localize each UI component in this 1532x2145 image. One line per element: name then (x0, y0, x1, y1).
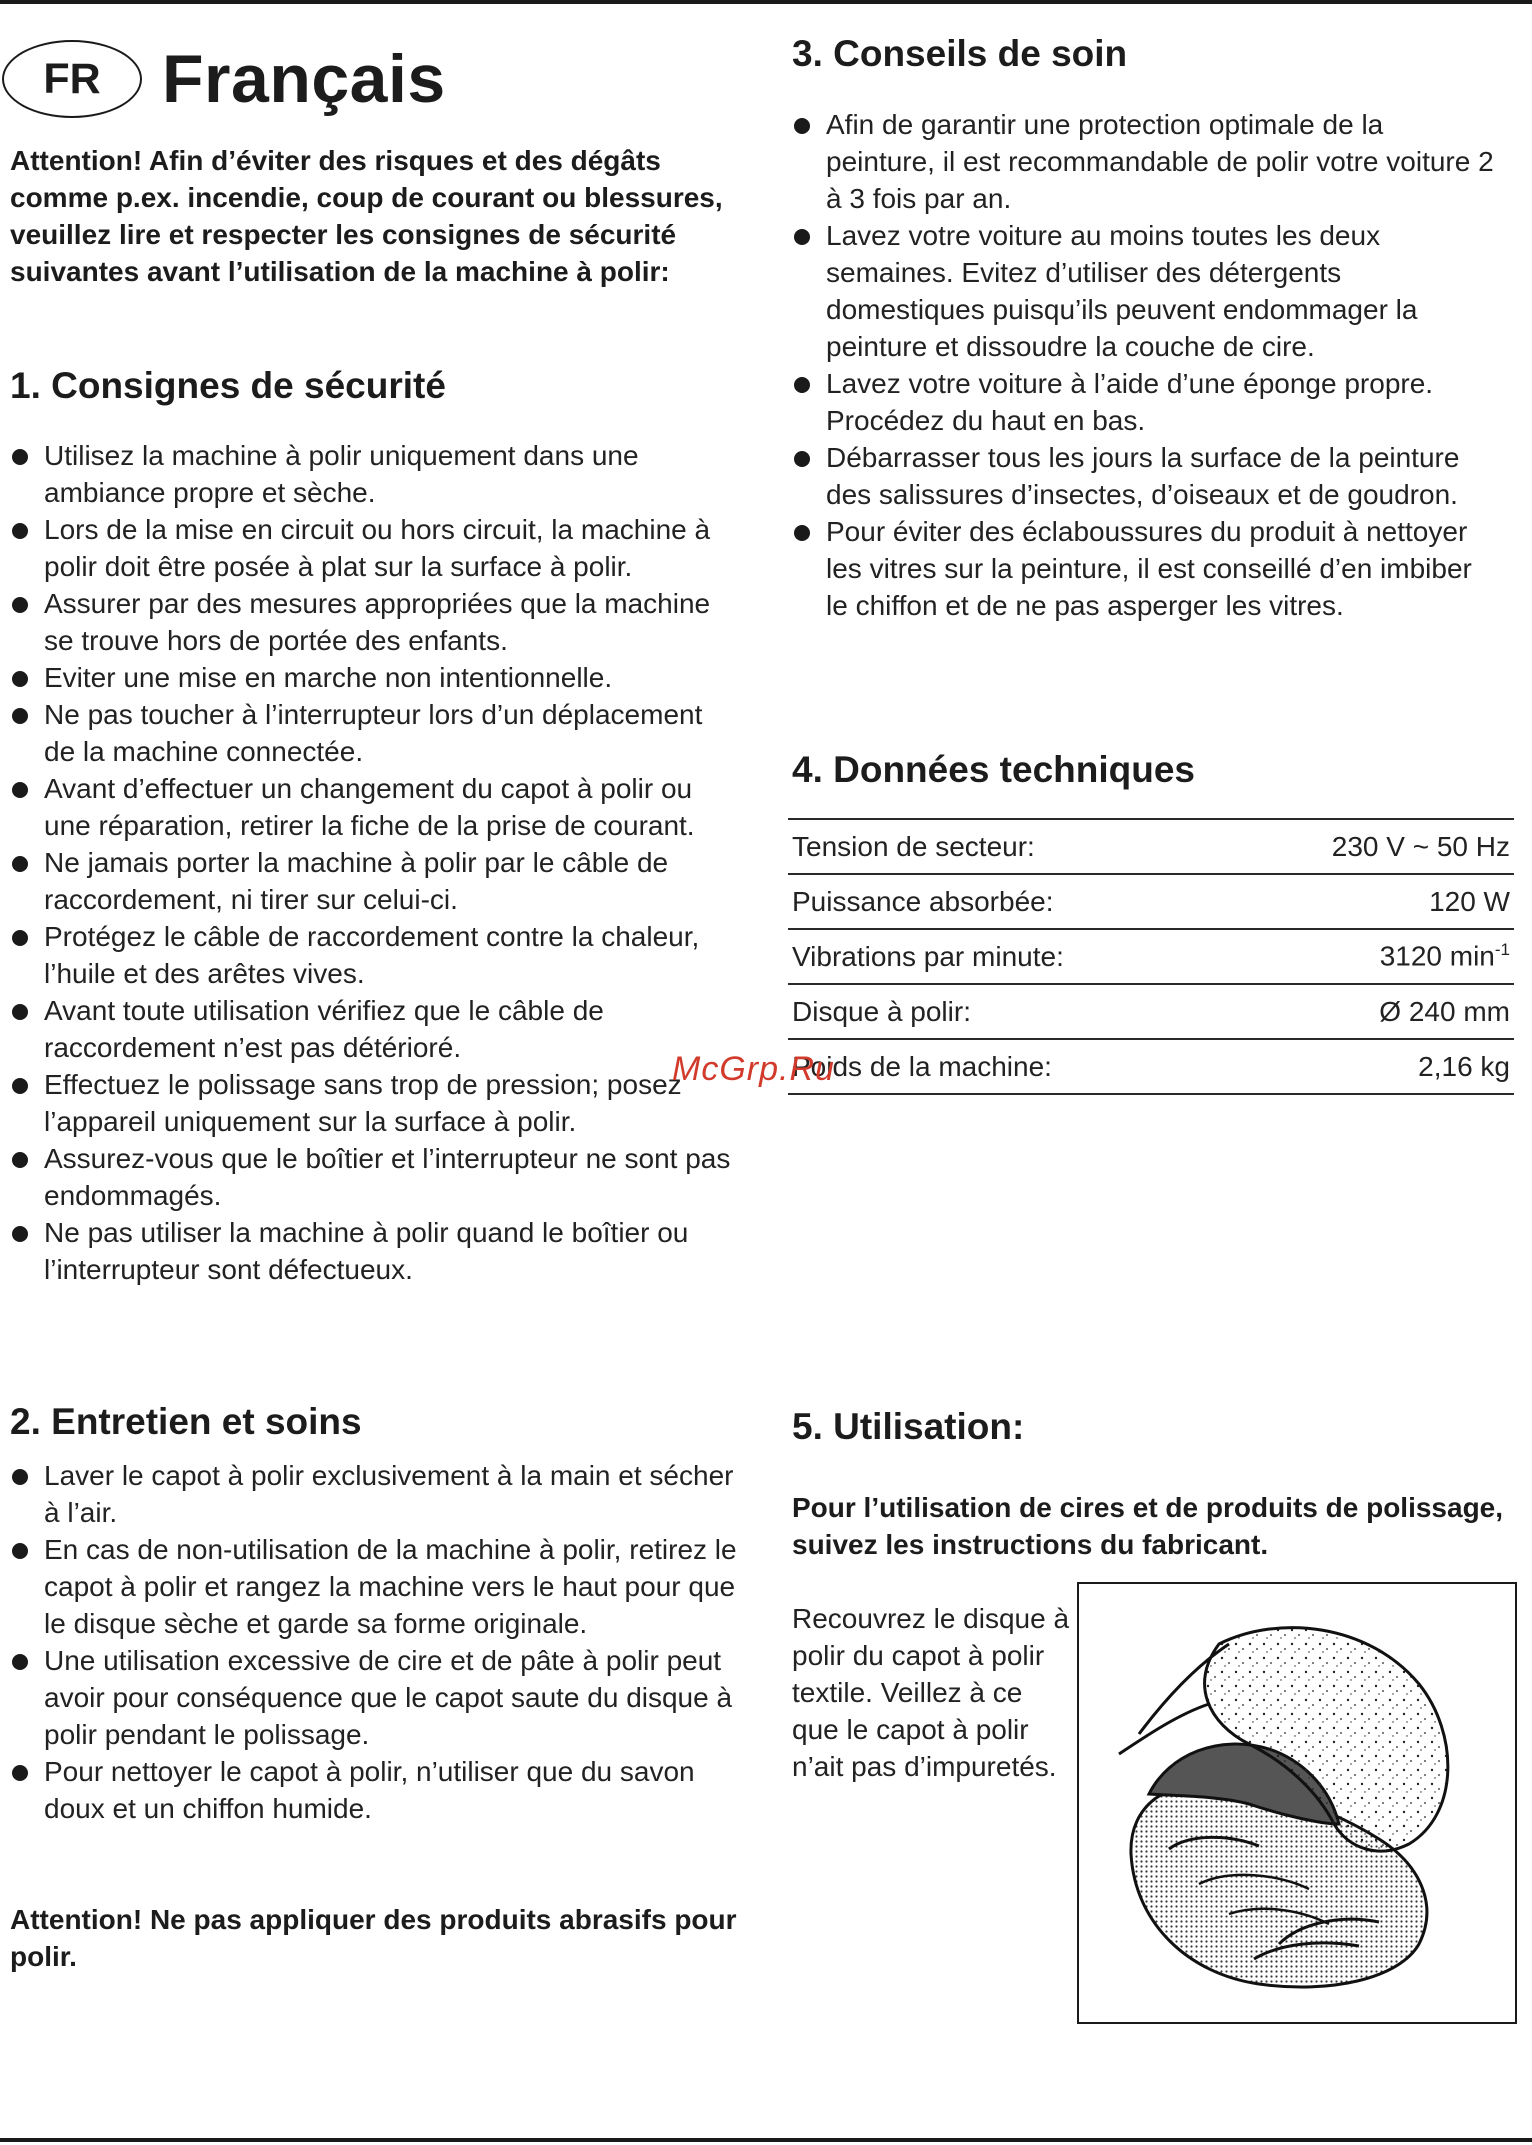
list-item: Pour éviter des éclaboussures du produit à nettoyer les vitres sur la peinture, il est conseillé d’en imbiber le chiffon et de ne pas asperger les vitres. (792, 513, 1498, 624)
list-item: En cas de non-utilisation de la machine à polir, retirez le capot à polir et rangez la machine vers le haut pour que le disque sèche et garde sa forme originale. (10, 1531, 738, 1642)
list-item: Afin de garantir une protection optimale de la peinture, il est recommandable de polir votre voiture 2 à 3 fois par an. (792, 106, 1498, 217)
table-row (788, 819, 1514, 874)
section1-heading: 1. Consignes de sécurité (10, 365, 446, 406)
usage-instructions: Recouvrez le disque à polir du capot à polir textile. Veillez à ce que le capot à polir n’ait pas d’impuretés. (792, 1603, 1070, 1782)
table-row (788, 984, 1514, 1039)
section2-list (10, 1457, 738, 1827)
list-item: Pour nettoyer le capot à polir, n’utiliser que du savon doux et un chiffon humide. (10, 1753, 738, 1827)
section4-heading: 4. Données techniques (792, 749, 1195, 790)
spec-value: 120 W (1224, 874, 1514, 929)
section5-heading: 5. Utilisation: (792, 1406, 1025, 1447)
specs-table (788, 818, 1514, 1095)
spec-value: 2,16 kg (1224, 1039, 1514, 1094)
spec-label: Disque à polir: (788, 984, 1224, 1039)
spec-unit-exponent: -1 (1494, 940, 1510, 960)
top-rule (0, 0, 1532, 4)
polisher-illustration (1077, 1582, 1517, 2024)
polisher-hand-icon (1079, 1584, 1515, 2022)
list-item: Effectuez le polissage sans trop de pression; posez l’appareil uniquement sur la surface à polir. (10, 1066, 738, 1140)
section2-warning: Attention! Ne pas appliquer des produits abrasifs pour polir. (10, 1904, 737, 1972)
list-item: Ne jamais porter la machine à polir par le câble de raccordement, ni tirer sur celui-ci. (10, 844, 738, 918)
list-item: Laver le capot à polir exclusivement à la main et sécher à l’air. (10, 1457, 738, 1531)
spec-value-cell (1224, 929, 1514, 984)
list-item: Lors de la mise en circuit ou hors circuit, la machine à polir doit être posée à plat sur la surface à polir. (10, 511, 738, 585)
section3-heading: 3. Conseils de soin (792, 33, 1128, 74)
table-row (788, 874, 1514, 929)
list-item: Ne pas utiliser la machine à polir quand le boîtier ou l’interrupteur sont défectueux. (10, 1214, 738, 1288)
table-row (788, 1039, 1514, 1094)
section5-intro: Pour l’utilisation de cires et de produits de polissage, suivez les instructions du fabricant. (792, 1492, 1504, 1560)
spec-label: Vibrations par minute: (788, 929, 1224, 984)
spec-label: Puissance absorbée: (788, 874, 1224, 929)
bottom-rule (0, 2138, 1532, 2142)
language-header (10, 40, 446, 118)
list-item: Utilisez la machine à polir uniquement dans une ambiance propre et sèche. (10, 437, 738, 511)
spec-value: Ø 240 mm (1224, 984, 1514, 1039)
list-item: Assurez-vous que le boîtier et l’interrupteur ne sont pas endommagés. (10, 1140, 738, 1214)
section2-heading: 2. Entretien et soins (10, 1401, 362, 1442)
list-item: Avant d’effectuer un changement du capot à polir ou une réparation, retirer la fiche de la prise de courant. (10, 770, 738, 844)
table-row (788, 929, 1514, 984)
language-badge: FR (2, 40, 142, 118)
watermark: McGrp.Ru (672, 1050, 835, 1088)
spec-label: Tension de secteur: (788, 819, 1224, 874)
list-item: Eviter une mise en marche non intentionnelle. (10, 659, 738, 696)
spec-label: Poids de la machine: (788, 1039, 1224, 1094)
list-item: Lavez votre voiture au moins toutes les deux semaines. Evitez d’utiliser des détergents domestiques puisqu’ils peuvent endommager la peinture et dissoudre la couche de cire. (792, 217, 1498, 365)
list-item: Assurer par des mesures appropriées que la machine se trouve hors de portée des enfants. (10, 585, 738, 659)
spec-value: 3120 min (1379, 940, 1495, 972)
section3-list (792, 106, 1498, 624)
list-item: Débarrasser tous les jours la surface de la peinture des salissures d’insectes, d’oiseaux et de goudron. (792, 439, 1498, 513)
page-title: Français (162, 41, 446, 117)
section1-list (10, 437, 738, 1288)
list-item: Lavez votre voiture à l’aide d’une éponge propre. Procédez du haut en bas. (792, 365, 1498, 439)
intro-warning: Attention! Afin d’éviter des risques et des dégâts comme p.ex. incendie, coup de courant ou blessures, veuillez lire et respecter les consignes de sécurité suivantes avant l’utilisation de la machine à polir: (10, 145, 723, 287)
list-item: Protégez le câble de raccordement contre la chaleur, l’huile et des arêtes vives. (10, 918, 738, 992)
list-item: Une utilisation excessive de cire et de pâte à polir peut avoir pour conséquence que le capot saute du disque à polir pendant le polissage. (10, 1642, 738, 1753)
list-item: Ne pas toucher à l’interrupteur lors d’un déplacement de la machine connectée. (10, 696, 738, 770)
spec-value: 230 V ~ 50 Hz (1224, 819, 1514, 874)
list-item: Avant toute utilisation vérifiez que le câble de raccordement n’est pas détérioré. (10, 992, 738, 1066)
